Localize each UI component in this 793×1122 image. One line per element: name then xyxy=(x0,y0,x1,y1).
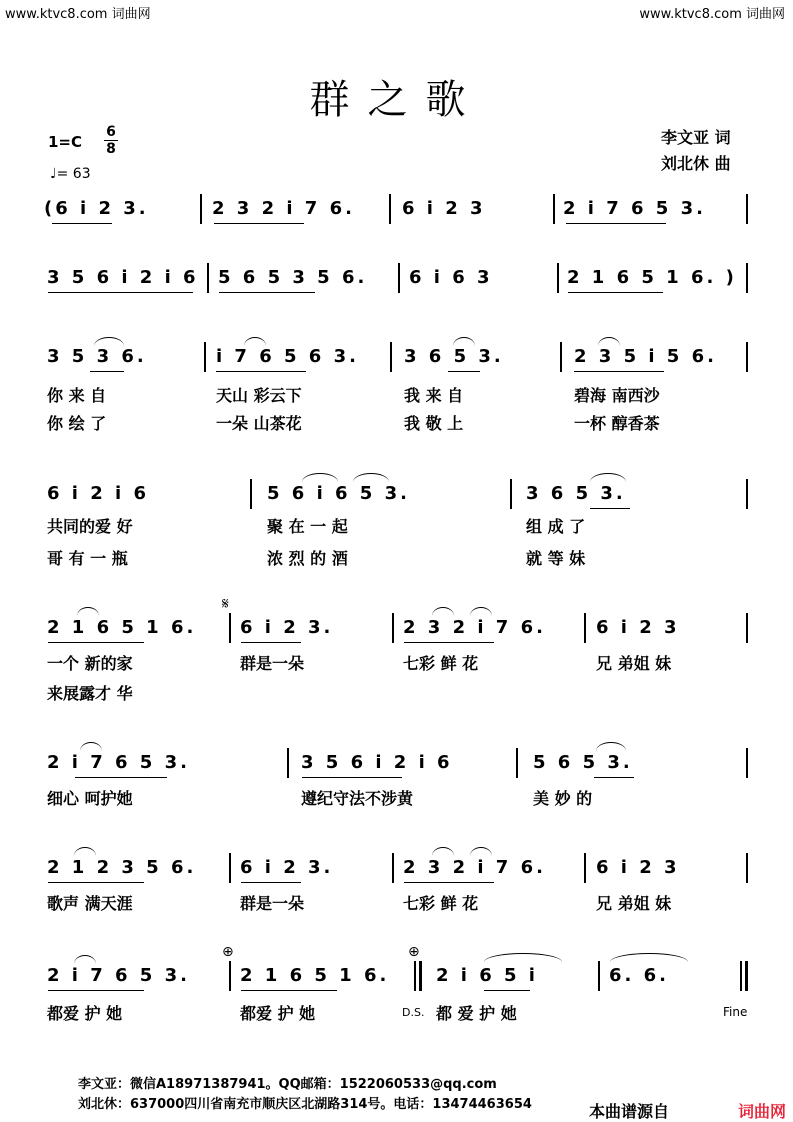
row6-lyric1-m4: 兄 弟姐 妹 xyxy=(596,894,672,913)
row2-measure-3: 3 6 5 3. xyxy=(404,346,504,367)
row2-lyric2-m1: 你 绘 了 xyxy=(47,414,107,433)
row5-lyric1-m2: 遵纪守法不涉黄 xyxy=(301,789,414,808)
ds-marking: D.S. xyxy=(402,1006,425,1019)
brand-logo: 词曲网 xyxy=(734,1099,790,1122)
slur xyxy=(80,742,102,751)
beam xyxy=(241,642,301,643)
slur xyxy=(470,607,492,616)
beam xyxy=(48,292,193,293)
footer-composer-contact: 刘北休：637000四川省南充市顺庆区北湖路314号。电话：13474463654 xyxy=(78,1097,532,1112)
beam xyxy=(241,882,301,883)
source-label: 本曲谱源自 xyxy=(585,1099,673,1122)
beam xyxy=(302,777,402,778)
barline xyxy=(398,263,400,293)
row2-lyric2-m3: 我 敬 上 xyxy=(404,414,464,433)
row5-measure-2: 3 5 6 i 2 i 6 xyxy=(301,752,453,773)
row0-measure-2: 2 3 2 i 7 6. xyxy=(212,198,355,219)
row6-lyric1-m1: 歌声 满天涯 xyxy=(47,894,133,913)
slur xyxy=(590,473,626,482)
row6-measure-2: 6 i 2 3. xyxy=(240,857,334,878)
row2-measure-1: 3 5 3 6. xyxy=(47,346,147,367)
row0-measure-4: 2 i 7 6 5 3. xyxy=(563,198,706,219)
row5-measure-3: 5 6 5 3. xyxy=(533,752,633,773)
beam xyxy=(590,508,630,509)
row5-measure-1: 2 i 7 6 5 3. xyxy=(47,752,190,773)
final-barline-thick xyxy=(745,961,748,991)
slur xyxy=(598,337,620,346)
row0-measure-3: 6 i 2 3 xyxy=(402,198,486,219)
row3-measure-2: 5 6 i 6 5 3. xyxy=(267,483,410,504)
barline xyxy=(389,194,391,224)
fine-marking: Fine xyxy=(723,1005,748,1019)
row7-lyric1-m1: 都爱 护 她 xyxy=(47,1004,123,1023)
barline xyxy=(746,853,748,883)
barline xyxy=(207,263,209,293)
row4-lyric1-m3: 七彩 鲜 花 xyxy=(403,654,479,673)
lyricist-credit: 李文亚 词 xyxy=(661,128,731,147)
barline xyxy=(584,613,586,643)
row7-measure-4: 6. 6. xyxy=(609,965,669,986)
beam xyxy=(52,223,112,224)
slur xyxy=(302,473,338,482)
slur xyxy=(470,847,492,856)
beam xyxy=(216,371,306,372)
barline xyxy=(229,961,231,991)
row6-measure-4: 6 i 2 3 xyxy=(596,857,680,878)
coda-icon: ⊕ xyxy=(222,944,234,960)
row2-measure-2: i 7 6 5 6 3. xyxy=(216,346,359,367)
row2-lyric1-m1: 你 来 自 xyxy=(47,386,107,405)
watermark-left: www.ktvc8.com 词曲网 xyxy=(5,7,151,22)
composer-credit: 刘北休 曲 xyxy=(661,154,731,173)
song-title: 群之歌 xyxy=(309,77,484,123)
row3-measure-3: 3 6 5 3. xyxy=(526,483,626,504)
beam xyxy=(214,223,304,224)
row3-lyric1-m3: 组 成 了 xyxy=(526,517,586,536)
slur xyxy=(74,847,96,856)
barline xyxy=(746,194,748,224)
beam xyxy=(574,371,664,372)
slur xyxy=(596,742,626,751)
final-barline xyxy=(740,961,742,991)
barline xyxy=(250,479,252,509)
barline xyxy=(746,479,748,509)
row3-lyric2-m2: 浓 烈 的 酒 xyxy=(267,549,348,568)
row1-measure-2: 5 6 5 3 5 6. xyxy=(218,267,368,288)
row2-lyric2-m4: 一杯 醇香茶 xyxy=(574,414,660,433)
row2-lyric1-m2: 天山 彩云下 xyxy=(216,386,302,405)
barline xyxy=(746,263,748,293)
row4-lyric1-m4: 兄 弟姐 妹 xyxy=(596,654,672,673)
slur xyxy=(94,337,124,346)
time-signature-bottom: 8 xyxy=(106,141,116,157)
barline xyxy=(287,748,289,778)
repeat-barline xyxy=(414,961,416,991)
row1-measure-3: 6 i 6 3 xyxy=(409,267,493,288)
barline xyxy=(392,853,394,883)
slur xyxy=(77,607,99,616)
beam xyxy=(484,990,530,991)
row3-lyric2-m3: 就 等 妹 xyxy=(526,549,586,568)
slur xyxy=(610,953,688,962)
barline xyxy=(746,342,748,372)
row4-measure-4: 6 i 2 3 xyxy=(596,617,680,638)
slur xyxy=(244,337,266,346)
row2-lyric1-m3: 我 来 自 xyxy=(404,386,464,405)
beam xyxy=(48,642,144,643)
barline xyxy=(560,342,562,372)
barline xyxy=(200,194,202,224)
row3-lyric1-m2: 聚 在 一 起 xyxy=(267,517,348,536)
row2-lyric1-m4: 碧海 南西沙 xyxy=(574,386,660,405)
row4-measure-1: 2 1 6 5 1 6. xyxy=(47,617,197,638)
row4-measure-2: 6 i 2 3. xyxy=(240,617,334,638)
row3-measure-1: 6 i 2 i 6 xyxy=(47,483,149,504)
slur xyxy=(432,607,454,616)
row3-lyric1-m1: 共同的爱 好 xyxy=(47,517,133,536)
row7-lyric1-m3: 都 爱 护 她 xyxy=(436,1004,517,1023)
repeat-barline-thick xyxy=(419,961,422,991)
row0-measure-1: (6 i 2 3. xyxy=(44,198,149,219)
beam xyxy=(241,990,337,991)
barline xyxy=(746,748,748,778)
barline xyxy=(392,613,394,643)
row6-measure-1: 2 1 2 3 5 6. xyxy=(47,857,197,878)
barline xyxy=(510,479,512,509)
beam xyxy=(48,882,144,883)
barline xyxy=(390,342,392,372)
segno-icon: 𝄋 xyxy=(222,594,229,613)
row7-measure-1: 2 i 7 6 5 3. xyxy=(47,965,190,986)
row7-measure-3: 2 i 6 5 i xyxy=(436,965,538,986)
beam xyxy=(448,371,480,372)
row2-measure-4: 2 3 5 i 5 6. xyxy=(574,346,717,367)
beam xyxy=(568,292,663,293)
row2-lyric2-m2: 一朵 山茶花 xyxy=(216,414,302,433)
footer-lyricist-contact: 李文亚：微信A18971387941。QQ邮箱：1522060533@qq.com xyxy=(78,1077,497,1092)
row5-lyric1-m1: 细心 呵护她 xyxy=(47,789,133,808)
row4-lyric1-m1: 一个 新的家 xyxy=(47,654,133,673)
slur xyxy=(74,955,96,964)
barline xyxy=(204,342,206,372)
beam xyxy=(219,292,315,293)
row3-lyric2-m1: 哥 有 一 瓶 xyxy=(47,549,128,568)
beam xyxy=(404,642,494,643)
row1-measure-1: 3 5 6 i 2 i 6 xyxy=(47,267,199,288)
barline xyxy=(516,748,518,778)
row4-lyric2-m1: 来展露才 华 xyxy=(47,684,133,703)
barline xyxy=(557,263,559,293)
row4-lyric1-m2: 群是一朵 xyxy=(240,654,305,673)
beam xyxy=(566,223,666,224)
watermark-right: www.ktvc8.com 词曲网 xyxy=(639,7,785,22)
slur xyxy=(432,847,454,856)
beam xyxy=(48,990,144,991)
barline xyxy=(229,613,231,643)
row7-lyric1-m2: 都爱 护 她 xyxy=(240,1004,316,1023)
beam xyxy=(404,882,494,883)
slur xyxy=(453,337,475,346)
row6-measure-3: 2 3 2 i 7 6. xyxy=(403,857,546,878)
row4-measure-3: 2 3 2 i 7 6. xyxy=(403,617,546,638)
beam xyxy=(90,371,124,372)
time-signature xyxy=(104,124,118,157)
key-signature: 1=C xyxy=(48,133,83,151)
row7-measure-2: 2 1 6 5 1 6. xyxy=(240,965,390,986)
slur xyxy=(353,473,389,482)
tempo-marking: ♩= 63 xyxy=(50,166,91,182)
beam xyxy=(75,777,167,778)
beam xyxy=(594,777,634,778)
barline xyxy=(746,613,748,643)
barline xyxy=(598,961,600,991)
barline xyxy=(553,194,555,224)
row5-lyric1-m3: 美 妙 的 xyxy=(533,789,593,808)
time-signature-top: 6 xyxy=(106,124,116,140)
row6-lyric1-m3: 七彩 鲜 花 xyxy=(403,894,479,913)
row6-lyric1-m2: 群是一朵 xyxy=(240,894,305,913)
barline xyxy=(229,853,231,883)
slur xyxy=(484,953,562,962)
row1-measure-4: 2 1 6 5 1 6. ) xyxy=(567,267,737,288)
barline xyxy=(584,853,586,883)
coda-icon: ⊕ xyxy=(408,944,420,960)
